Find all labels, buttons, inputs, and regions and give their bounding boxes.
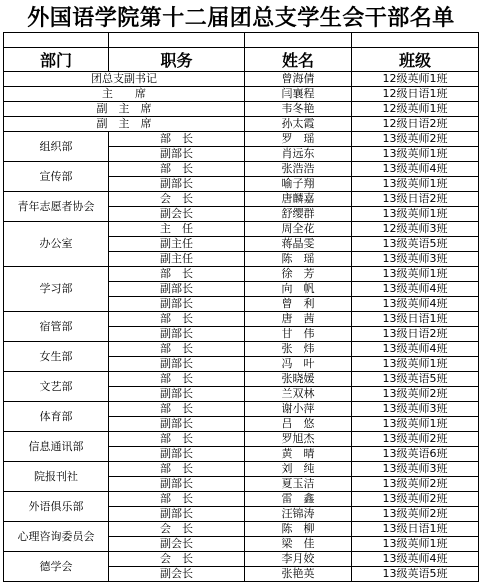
class-cell: 13级英师1班 [352, 267, 479, 282]
position-cell: 副 主 席 [4, 117, 245, 132]
name-cell: 李月姣 [245, 552, 352, 567]
position-cell: 副会长 [109, 537, 245, 552]
class-cell: 13级英师3班 [352, 402, 479, 417]
dept-cell: 心理咨询委员会 [4, 522, 109, 552]
header-name: 姓名 [245, 48, 352, 72]
position-cell: 会 长 [109, 522, 245, 537]
class-cell: 13级英师1班 [352, 207, 479, 222]
class-cell: 13级英师2班 [352, 432, 479, 447]
dept-cell: 信息通讯部 [4, 432, 109, 462]
table-row [4, 432, 479, 447]
dept-cell: 文艺部 [4, 372, 109, 402]
class-cell: 13级英师4班 [352, 552, 479, 567]
class-cell: 13级英师2班 [352, 132, 479, 147]
table-row [4, 162, 479, 177]
position-cell: 团总支副书记 [4, 72, 245, 87]
name-cell: 张晓媛 [245, 372, 352, 387]
table-row [4, 312, 479, 327]
name-cell: 周全花 [245, 222, 352, 237]
class-cell: 12级英师1班 [352, 72, 479, 87]
name-cell: 徐 芳 [245, 267, 352, 282]
name-cell: 雷 鑫 [245, 492, 352, 507]
header-position: 职务 [109, 48, 245, 72]
cadre-table [3, 32, 479, 582]
position-cell: 部 长 [109, 312, 245, 327]
name-cell: 蒋晶雯 [245, 237, 352, 252]
name-cell: 刘 纯 [245, 462, 352, 477]
name-cell: 罗 瑶 [245, 132, 352, 147]
name-cell: 向 帆 [245, 282, 352, 297]
class-cell: 13级英师1班 [352, 537, 479, 552]
table-row [4, 132, 479, 147]
class-cell: 13级英语5班 [352, 567, 479, 582]
table-row [4, 402, 479, 417]
class-cell: 13级日语2班 [352, 192, 479, 207]
position-cell: 部 长 [109, 372, 245, 387]
class-cell: 13级英语5班 [352, 372, 479, 387]
class-cell: 13级英师4班 [352, 297, 479, 312]
header-row [4, 48, 479, 72]
position-cell: 副部长 [109, 387, 245, 402]
position-cell: 副部长 [109, 447, 245, 462]
name-cell: 夏玉洁 [245, 477, 352, 492]
class-cell: 13级英师1班 [352, 417, 479, 432]
name-cell: 闫襄程 [245, 87, 352, 102]
class-cell: 12级英师3班 [352, 222, 479, 237]
position-cell: 副主任 [109, 252, 245, 267]
position-cell: 副部长 [109, 507, 245, 522]
name-cell: 张浩浩 [245, 162, 352, 177]
position-cell: 副部长 [109, 147, 245, 162]
name-cell: 曾 利 [245, 297, 352, 312]
class-cell: 13级英师1班 [352, 177, 479, 192]
name-cell: 甘 伟 [245, 327, 352, 342]
header-class: 班级 [352, 48, 479, 72]
name-cell: 舒缨群 [245, 207, 352, 222]
name-cell: 孙太霞 [245, 117, 352, 132]
position-cell: 副部长 [109, 282, 245, 297]
class-cell: 13级英师4班 [352, 282, 479, 297]
dept-cell: 外语俱乐部 [4, 492, 109, 522]
class-cell: 13级英师1班 [352, 147, 479, 162]
dept-cell: 青年志愿者协会 [4, 192, 109, 222]
table-row [4, 72, 479, 87]
position-cell: 部 长 [109, 462, 245, 477]
class-cell: 13级英师2班 [352, 477, 479, 492]
position-cell: 副部长 [109, 327, 245, 342]
name-cell: 张 炜 [245, 342, 352, 357]
blank-row [4, 33, 479, 48]
class-cell: 13级英师2班 [352, 387, 479, 402]
blank-cell [4, 33, 109, 48]
table-row [4, 192, 479, 207]
class-cell: 13级英师2班 [352, 507, 479, 522]
class-cell: 12级日语2班 [352, 117, 479, 132]
position-cell: 副 主 席 [4, 102, 245, 117]
table-row [4, 87, 479, 102]
name-cell: 陈 瑶 [245, 252, 352, 267]
name-cell: 罗旭杰 [245, 432, 352, 447]
class-cell: 13级日语1班 [352, 522, 479, 537]
position-cell: 部 长 [109, 342, 245, 357]
name-cell: 冯 叶 [245, 357, 352, 372]
position-cell: 部 长 [109, 432, 245, 447]
class-cell: 13级英师3班 [352, 252, 479, 267]
position-cell: 副会长 [109, 567, 245, 582]
name-cell: 梁 佳 [245, 537, 352, 552]
position-cell: 副主任 [109, 237, 245, 252]
class-cell: 13级日语2班 [352, 327, 479, 342]
table-row [4, 267, 479, 282]
table-body [4, 33, 479, 582]
table-row [4, 552, 479, 567]
position-cell: 副部长 [109, 417, 245, 432]
class-cell: 13级英师3班 [352, 462, 479, 477]
table-row [4, 117, 479, 132]
name-cell: 唐 茜 [245, 312, 352, 327]
name-cell: 张艳英 [245, 567, 352, 582]
name-cell: 黄 晴 [245, 447, 352, 462]
dept-cell: 宿管部 [4, 312, 109, 342]
dept-cell: 院报刊社 [4, 462, 109, 492]
name-cell: 肖远东 [245, 147, 352, 162]
class-cell: 13级英语6班 [352, 447, 479, 462]
name-cell: 陈 柳 [245, 522, 352, 537]
class-cell: 13级英师1班 [352, 357, 479, 372]
position-cell: 会 长 [109, 552, 245, 567]
table-row [4, 372, 479, 387]
dept-cell: 学习部 [4, 267, 109, 312]
page-title: 外国语学院第十二届团总支学生会干部名单 [27, 5, 455, 31]
position-cell: 副部长 [109, 357, 245, 372]
name-cell: 喻子翔 [245, 177, 352, 192]
class-cell: 12级英师1班 [352, 102, 479, 117]
position-cell: 部 长 [109, 132, 245, 147]
position-cell: 副会长 [109, 207, 245, 222]
table-row [4, 492, 479, 507]
position-cell: 副部长 [109, 477, 245, 492]
position-cell: 副部长 [109, 297, 245, 312]
position-cell: 会 长 [109, 192, 245, 207]
position-cell: 副部长 [109, 177, 245, 192]
dept-cell: 女生部 [4, 342, 109, 372]
header-dept: 部门 [4, 48, 109, 72]
class-cell: 13级英师2班 [352, 492, 479, 507]
name-cell: 曾海倩 [245, 72, 352, 87]
name-cell: 唐麟嘉 [245, 192, 352, 207]
position-cell: 部 长 [109, 492, 245, 507]
position-cell: 主 任 [109, 222, 245, 237]
dept-cell: 宣传部 [4, 162, 109, 192]
blank-cell [245, 33, 352, 48]
position-cell: 部 长 [109, 402, 245, 417]
position-cell: 主 席 [4, 87, 245, 102]
class-cell: 12级日语1班 [352, 87, 479, 102]
table-row [4, 342, 479, 357]
name-cell: 韦冬艳 [245, 102, 352, 117]
class-cell: 13级日语1班 [352, 312, 479, 327]
dept-cell: 体育部 [4, 402, 109, 432]
blank-cell [109, 33, 245, 48]
table-row [4, 522, 479, 537]
table-row [4, 462, 479, 477]
name-cell: 汪锦涛 [245, 507, 352, 522]
class-cell: 13级英师4班 [352, 162, 479, 177]
dept-cell: 办公室 [4, 222, 109, 267]
name-cell: 兰双林 [245, 387, 352, 402]
class-cell: 13级英语5班 [352, 237, 479, 252]
position-cell: 部 长 [109, 162, 245, 177]
table-row [4, 102, 479, 117]
dept-cell: 德学会 [4, 552, 109, 582]
table-row [4, 222, 479, 237]
class-cell: 13级英师4班 [352, 342, 479, 357]
dept-cell: 组织部 [4, 132, 109, 162]
position-cell: 部 长 [109, 267, 245, 282]
name-cell: 谢小萍 [245, 402, 352, 417]
blank-cell [352, 33, 479, 48]
name-cell: 吕 悠 [245, 417, 352, 432]
